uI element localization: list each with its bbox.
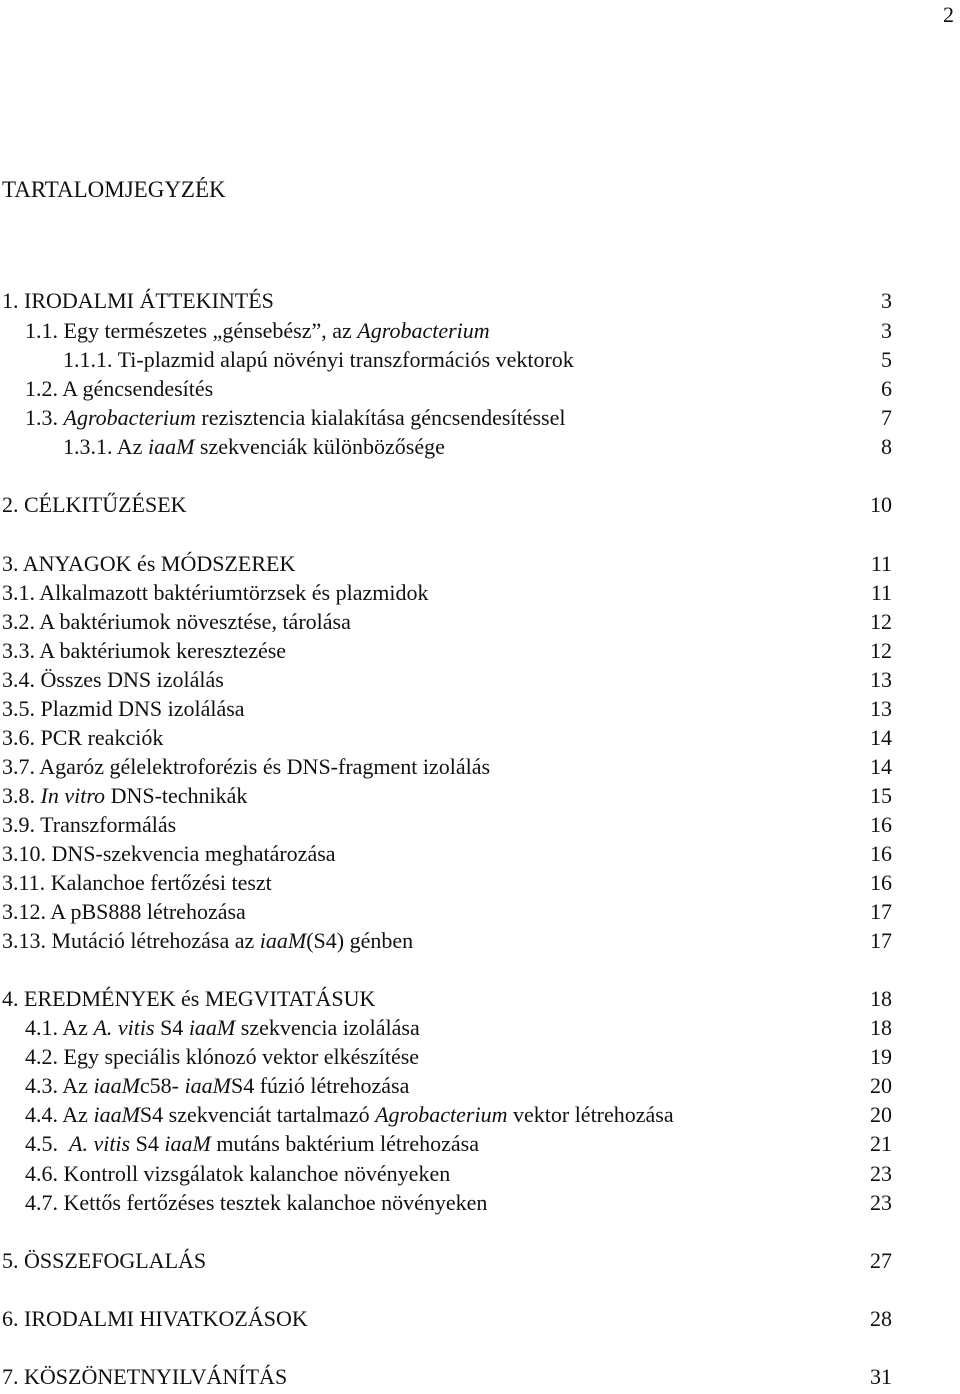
toc-entry-page-number: 19 (870, 1044, 892, 1069)
toc-entry-page-number: 27 (870, 1248, 892, 1273)
page-number: 2 (943, 2, 954, 27)
toc-entry-label (2, 930, 413, 952)
toc-entry-page-number: 18 (870, 1015, 892, 1040)
toc-entry-label (25, 1075, 409, 1097)
toc-entry-number: 1.1.1. (63, 347, 113, 372)
toc-entry-label (25, 1104, 674, 1126)
toc-entry[interactable] (0, 378, 960, 406)
toc-entry-text: Transzformálás (35, 812, 177, 837)
toc-entry-label (2, 669, 224, 691)
toc-entry-page-number: 23 (870, 1161, 892, 1186)
toc-entry-page-number: 5 (881, 347, 892, 372)
toc-entry[interactable] (0, 843, 960, 871)
toc-entry[interactable] (0, 1075, 960, 1103)
toc-entry-label (25, 1163, 450, 1185)
toc-entry[interactable] (0, 349, 960, 377)
toc-entry-number: 3.2. (2, 609, 35, 634)
toc-entry-number: 2. (2, 492, 19, 517)
toc-entry-text: PCR reakciók (35, 725, 164, 750)
toc-entry[interactable] (0, 785, 960, 813)
toc-entry[interactable] (0, 1163, 960, 1191)
toc-entry-text: S4 (154, 1015, 189, 1040)
toc-entry-label (2, 1308, 308, 1330)
toc-entry-italic-text: iaaM (184, 1073, 231, 1098)
toc-entry-number: 5. (2, 1248, 19, 1273)
toc-entry-label (2, 756, 490, 778)
toc-entry-text: IRODALMI ÁTTEKINTÉS (18, 288, 274, 313)
toc-entry-number: 4.3. (25, 1073, 58, 1098)
toc-entry[interactable] (0, 872, 960, 900)
toc-entry-text: Az (58, 1073, 94, 1098)
toc-entry[interactable] (0, 756, 960, 784)
toc-entry-label (2, 727, 163, 749)
toc-entry-page-number: 16 (870, 812, 892, 837)
toc-entry-text: DNS-technikák (105, 783, 248, 808)
toc-entry-text: KÖSZÖNETNYILVÁNÍTÁS (18, 1364, 288, 1389)
toc-entry[interactable] (0, 1250, 960, 1278)
toc-entry[interactable] (0, 1133, 960, 1161)
toc-entry-text: rezisztencia kialakítása géncsendesítéssel (195, 405, 566, 430)
toc-entry[interactable] (0, 988, 960, 1016)
toc-entry-number: 1.3. (25, 405, 58, 430)
toc-entry-number: 1.2. (25, 376, 58, 401)
toc-entry-page-number: 17 (870, 899, 892, 924)
toc-entry-text: Alkalmazott baktériumtörzsek és plazmidok (35, 580, 429, 605)
toc-entry-page-number: 11 (870, 551, 892, 576)
toc-entry-page-number: 17 (870, 928, 892, 953)
toc-entry-number: 3.4. (2, 667, 35, 692)
toc-entry[interactable] (0, 290, 960, 318)
toc-entry-italic-text: iaaM (93, 1102, 140, 1127)
toc-entry-label (2, 814, 176, 836)
toc-entry-text: Kettős fertőzéses tesztek kalanchoe növényeken (58, 1190, 488, 1215)
toc-entry-text: EREDMÉNYEK és MEGVITATÁSUK (18, 986, 376, 1011)
toc-entry-text: Egy speciális klónozó vektor elkészítése (58, 1044, 420, 1069)
toc-entry-page-number: 14 (870, 725, 892, 750)
toc-entry[interactable] (0, 553, 960, 581)
toc-entry-text (58, 1131, 69, 1156)
toc-entry-text: szekvenciák különbözősége (194, 434, 445, 459)
toc-entry-number: 3.9. (2, 812, 35, 837)
toc-entry[interactable] (0, 1046, 960, 1074)
toc-entry-italic-text: Agrobacterium (375, 1102, 508, 1127)
toc-entry-text: Összes DNS izolálás (35, 667, 224, 692)
toc-entry-page-number: 18 (870, 986, 892, 1011)
toc-entry-page-number: 12 (870, 609, 892, 634)
toc-entry-text: Az (112, 434, 148, 459)
toc-entry[interactable] (0, 582, 960, 610)
toc-entry-number: 4.2. (25, 1044, 58, 1069)
toc-entry[interactable] (0, 320, 960, 348)
toc-entry-italic-text: A. vitis (93, 1015, 155, 1040)
toc-entry-text: A pBS888 létrehozása (46, 899, 246, 924)
toc-entry-page-number: 21 (870, 1131, 892, 1156)
toc-entry-number: 3.6. (2, 725, 35, 750)
toc-entry-label (2, 290, 274, 312)
toc-entry[interactable] (0, 727, 960, 755)
toc-entry-number: 1. (2, 288, 19, 313)
toc-entry-text: vektor létrehozása (507, 1102, 674, 1127)
toc-entry-label (63, 436, 445, 458)
toc-entry-page-number: 13 (870, 696, 892, 721)
toc-entry-number: 3.7. (2, 754, 35, 779)
toc-entry-text: Egy természetes „génsebész”, az (58, 318, 358, 343)
toc-entry[interactable] (0, 436, 960, 464)
toc-entry-label (63, 349, 574, 371)
toc-entry[interactable] (0, 901, 960, 929)
toc-entry-text: Kontroll vizsgálatok kalanchoe növényeken (58, 1161, 451, 1186)
toc-entry[interactable] (0, 1192, 960, 1220)
toc-entry-label (2, 640, 286, 662)
toc-entry[interactable] (0, 1017, 960, 1045)
toc-entry-label (25, 320, 490, 342)
toc-entry-text: Agaróz gélelektroforézis és DNS-fragment izolálás (35, 754, 491, 779)
toc-entry-label (2, 785, 247, 807)
toc-entry-label (2, 988, 375, 1010)
toc-entry-text: Ti-plazmid alapú növényi transzformációs vektorok (112, 347, 574, 372)
toc-entry-text: DNS-szekvencia meghatározása (46, 841, 336, 866)
toc-entry-text: Az (58, 1015, 94, 1040)
toc-entry-label (25, 378, 213, 400)
toc-title: TARTALOMJEGYZÉK (2, 177, 226, 202)
toc-entry-text: szekvencia izolálása (235, 1015, 420, 1040)
toc-entry-number: 3.11. (2, 870, 46, 895)
toc-entry-page-number: 28 (870, 1306, 892, 1331)
toc-entry[interactable] (0, 611, 960, 639)
toc-entry-text: ÖSSZEFOGLALÁS (18, 1248, 207, 1273)
toc-entry-label (2, 1366, 287, 1388)
toc-entry-number: 3.1. (2, 580, 35, 605)
toc-entry-label (25, 1133, 479, 1155)
toc-entry-number: 4.7. (25, 1190, 58, 1215)
toc-entry-label (2, 553, 295, 575)
toc-entry-page-number: 20 (870, 1102, 892, 1127)
toc-entry-page-number: 16 (870, 870, 892, 895)
toc-entry-page-number: 14 (870, 754, 892, 779)
toc-entry-page-number: 3 (881, 318, 892, 343)
toc-entry-italic-text: iaaM (164, 1131, 211, 1156)
toc-entry-label (2, 582, 428, 604)
toc-entry-italic-text: iaaM (259, 928, 307, 953)
toc-entry-italic-text: In vitro (40, 783, 106, 808)
toc-entry[interactable] (0, 1308, 960, 1336)
toc-entry-label (2, 901, 246, 923)
toc-entry[interactable] (0, 930, 960, 958)
toc-entry-label (2, 872, 272, 894)
toc-entry-number: 3.12. (2, 899, 46, 924)
toc-entry-text: (S4) génben (306, 928, 414, 953)
toc-entry-text: S4 (130, 1131, 165, 1156)
toc-entry-text: c58- (139, 1073, 185, 1098)
toc-entry-number: 1.3.1. (63, 434, 113, 459)
toc-entry-number: 4.5. (25, 1131, 58, 1156)
toc-entry-number: 3.3. (2, 638, 35, 663)
toc-entry-text: mutáns baktérium létrehozása (210, 1131, 479, 1156)
toc-entry-italic-text: Agrobacterium (357, 318, 490, 343)
toc-entry-text: Az (58, 1102, 94, 1127)
toc-entry-text: A baktériumok keresztezése (35, 638, 287, 663)
toc-entry-label (2, 1250, 206, 1272)
toc-entry-page-number: 12 (870, 638, 892, 663)
toc-entry-text: A géncsendesítés (58, 376, 214, 401)
toc-entry-number: 3. (2, 551, 19, 576)
toc-entry-page-number: 13 (870, 667, 892, 692)
toc-entry-text: ANYAGOK és MÓDSZEREK (18, 551, 296, 576)
toc-entry[interactable] (0, 814, 960, 842)
toc-entry-number: 3.13. (2, 928, 46, 953)
toc-entry-label (2, 843, 336, 865)
toc-entry-text: Kalanchoe fertőzési teszt (45, 870, 272, 895)
toc-entry-number: 4.1. (25, 1015, 58, 1040)
toc-entry-number: 1.1. (25, 318, 58, 343)
toc-entry-text: CÉLKITŰZÉSEK (18, 492, 187, 517)
toc-entry-page-number: 6 (881, 376, 892, 401)
toc-entry-page-number: 20 (870, 1073, 892, 1098)
toc-entry-label (25, 407, 565, 429)
toc-entry-page-number: 7 (881, 405, 892, 430)
toc-entry[interactable] (0, 1104, 960, 1132)
toc-entry-page-number: 3 (881, 288, 892, 313)
toc-entry-number: 6. (2, 1306, 19, 1331)
toc-entry-page-number: 15 (870, 783, 892, 808)
toc-entry[interactable] (0, 640, 960, 668)
toc-entry-page-number: 23 (870, 1190, 892, 1215)
toc-entry-label (2, 611, 351, 633)
toc-entry-italic-text: iaaM (93, 1073, 140, 1098)
toc-entry-number: 4.4. (25, 1102, 58, 1127)
toc-entry-number: 3.8. (2, 783, 35, 808)
toc-entry-number: 3.5. (2, 696, 35, 721)
toc-entry[interactable] (0, 698, 960, 726)
toc-entry-italic-text: iaaM (188, 1015, 236, 1040)
toc-entry-number: 3.10. (2, 841, 46, 866)
toc-entry-italic-text: A. vitis (69, 1131, 131, 1156)
toc-entry-number: 4. (2, 986, 19, 1011)
toc-entry-italic-text: iaaM (147, 434, 195, 459)
toc-entry-label (25, 1017, 420, 1039)
toc-entry-number: 4.6. (25, 1161, 58, 1186)
toc-entry-text: Plazmid DNS izolálása (35, 696, 245, 721)
toc-entry-text: Mutáció létrehozása az (46, 928, 260, 953)
toc-entry-label (2, 494, 187, 516)
toc-entry-text: IRODALMI HIVATKOZÁSOK (18, 1306, 308, 1331)
toc-entry-text: S4 fúzió létrehozása (230, 1073, 410, 1098)
toc-entry-page-number: 16 (870, 841, 892, 866)
toc-entry-page-number: 10 (870, 492, 892, 517)
toc-entry-number: 7. (2, 1364, 19, 1389)
toc-entry[interactable] (0, 407, 960, 435)
toc-entry[interactable] (0, 494, 960, 522)
toc-entry-text: S4 szekvenciát tartalmazó (139, 1102, 376, 1127)
toc-entry-page-number: 8 (881, 434, 892, 459)
toc-entry-page-number: 31 (870, 1364, 892, 1389)
toc-entry-label (25, 1192, 487, 1214)
toc-entry-label (2, 698, 245, 720)
toc-entry-page-number: 11 (870, 580, 892, 605)
toc-entry-italic-text: Agrobacterium (63, 405, 196, 430)
toc-entry[interactable] (0, 669, 960, 697)
toc-entry-text: A baktériumok növesztése, tárolása (35, 609, 351, 634)
toc-entry-label (25, 1046, 419, 1068)
